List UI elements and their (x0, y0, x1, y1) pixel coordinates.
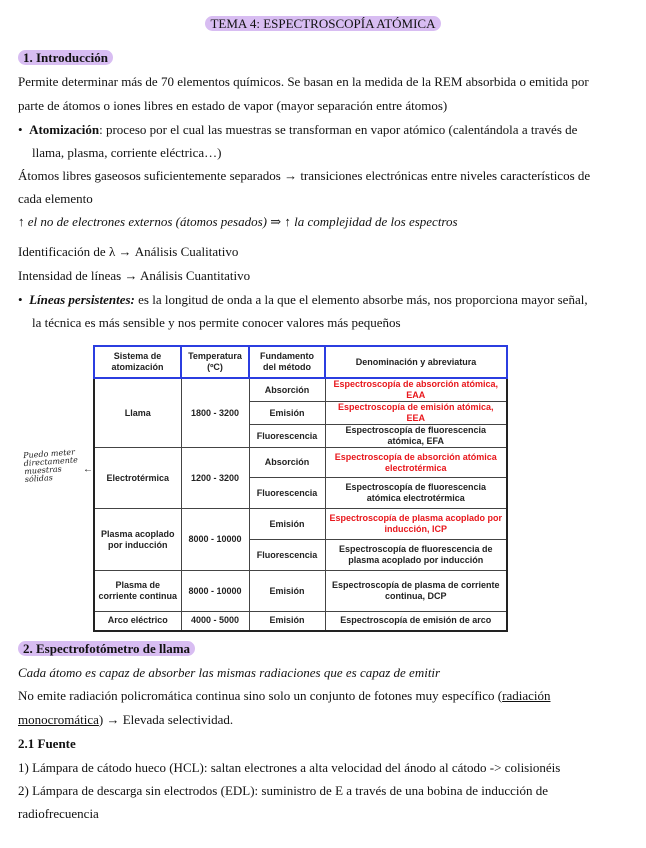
text: es la longitud de onda a la que el elemento absorbe más, nos proporciona mayor señal, (134, 292, 588, 307)
text: ) → Elevada selectividad. (98, 712, 234, 727)
td: Plasma de corriente continua (94, 571, 181, 612)
th: Temperatura (ºC) (181, 346, 249, 378)
paragraph: cada elemento (18, 191, 93, 206)
bullet-lineas: • Líneas persistentes: es la longitud de onda a la que el elemento absorbe más, nos proporciona mayor señal, (18, 292, 588, 307)
td: Espectroscopía de emisión atómica, EEA (325, 402, 507, 425)
text: : proceso por el cual las muestras se transforman en vapor atómico (calentándola a través de (99, 122, 578, 137)
paragraph: Átomos libres gaseosos suficientemente separados → transiciones electrónicas entre niveles característicos de (18, 168, 591, 183)
td: Espectroscopía de fluorescencia de plasma acoplado por inducción (325, 540, 507, 571)
td: Emisión (249, 612, 325, 631)
section-1-heading: 1. Introducción (18, 50, 113, 65)
handwritten-note: Puedo meter directamente muestras sólidas (22, 447, 79, 485)
paragraph (18, 688, 551, 704)
paragraph: Identificación de λ → Análisis Cualitativo (18, 244, 239, 259)
paragraph: parte de átomos o iones libres en estado de vapor (mayor separación entre átomos) (18, 98, 448, 113)
th: Denominación y abreviatura (325, 346, 507, 378)
td: Emisión (249, 402, 325, 425)
td: Fluorescencia (249, 425, 325, 448)
td: 1800 - 3200 (181, 378, 249, 448)
paragraph: ↑ el no de electrones externos (átomos pesados) ⇒ ↑ la complejidad de los espectros (18, 214, 458, 229)
paragraph: Cada átomo es capaz de absorber las mismas radiaciones que es capaz de emitir (18, 665, 441, 680)
atomization-table (93, 345, 508, 632)
td: Espectroscopía de emisión de arco (325, 612, 507, 631)
td: 4000 - 5000 (181, 612, 249, 631)
arrow-icon: ← (83, 464, 93, 475)
td: Arco eléctrico (94, 612, 181, 631)
text: No emite radiación policromática continua sino solo un conjunto de fotones muy específico ( (18, 688, 503, 703)
td: Llama (94, 378, 181, 448)
term: Líneas persistentes: (29, 292, 135, 307)
td: Espectroscopía de plasma de corriente continua, DCP (325, 571, 507, 612)
td: Emisión (249, 509, 325, 540)
paragraph: Permite determinar más de 70 elementos químicos. Se basan en la medida de la REM absorbida o emitida por (18, 74, 589, 89)
td: 1200 - 3200 (181, 448, 249, 509)
th: Sistema de atomización (94, 346, 181, 378)
td: 8000 - 10000 (181, 571, 249, 612)
td: 8000 - 10000 (181, 509, 249, 571)
td: Espectroscopía de plasma acoplado por inducción, ICP (325, 509, 507, 540)
text: radiación (502, 688, 551, 703)
td: Espectroscopía de fluorescencia atómica electrotérmica (325, 478, 507, 509)
td: Espectroscopía de absorción atómica electrotérmica (325, 448, 507, 478)
term: Atomización (29, 122, 100, 137)
paragraph: 1) Lámpara de cátodo hueco (HCL): saltan electrones a alta velocidad del ánodo al cátodo -> colisionéis (18, 760, 561, 775)
paragraph: Intensidad de líneas → Análisis Cuantitativo (18, 268, 251, 283)
td: Espectroscopía de fluorescencia atómica, EFA (325, 425, 507, 448)
paragraph: 2) Lámpara de descarga sin electrodos (EDL): suministro de E a través de una bobina de inducción de (18, 783, 549, 798)
doc-title: TEMA 4: ESPECTROSCOPÍA ATÓMICA (205, 16, 440, 31)
td: Emisión (249, 571, 325, 612)
section-2-heading: 2. Espectrofotómetro de llama (18, 641, 195, 656)
bullet-atomizacion: • Atomización: proceso por el cual las muestras se transforman en vapor atómico (calentándola a través de (18, 122, 578, 137)
td: Espectroscopía de absorción atómica, EAA (325, 378, 507, 402)
paragraph: la técnica es más sensible y nos permite conocer valores más pequeños (32, 315, 401, 330)
td: Plasma acoplado por inducción (94, 509, 181, 571)
paragraph: llama, plasma, corriente eléctrica…) (32, 145, 222, 160)
paragraph (18, 712, 233, 728)
td: Fluorescencia (249, 478, 325, 509)
th: Fundamento del método (249, 346, 325, 378)
paragraph: radiofrecuencia (18, 806, 99, 821)
td: Absorción (249, 378, 325, 402)
td: Absorción (249, 448, 325, 478)
subsection-heading: 2.1 Fuente (18, 736, 76, 751)
td: Fluorescencia (249, 540, 325, 571)
td: Electrotérmica (94, 448, 181, 509)
text: monocromática (18, 712, 99, 727)
